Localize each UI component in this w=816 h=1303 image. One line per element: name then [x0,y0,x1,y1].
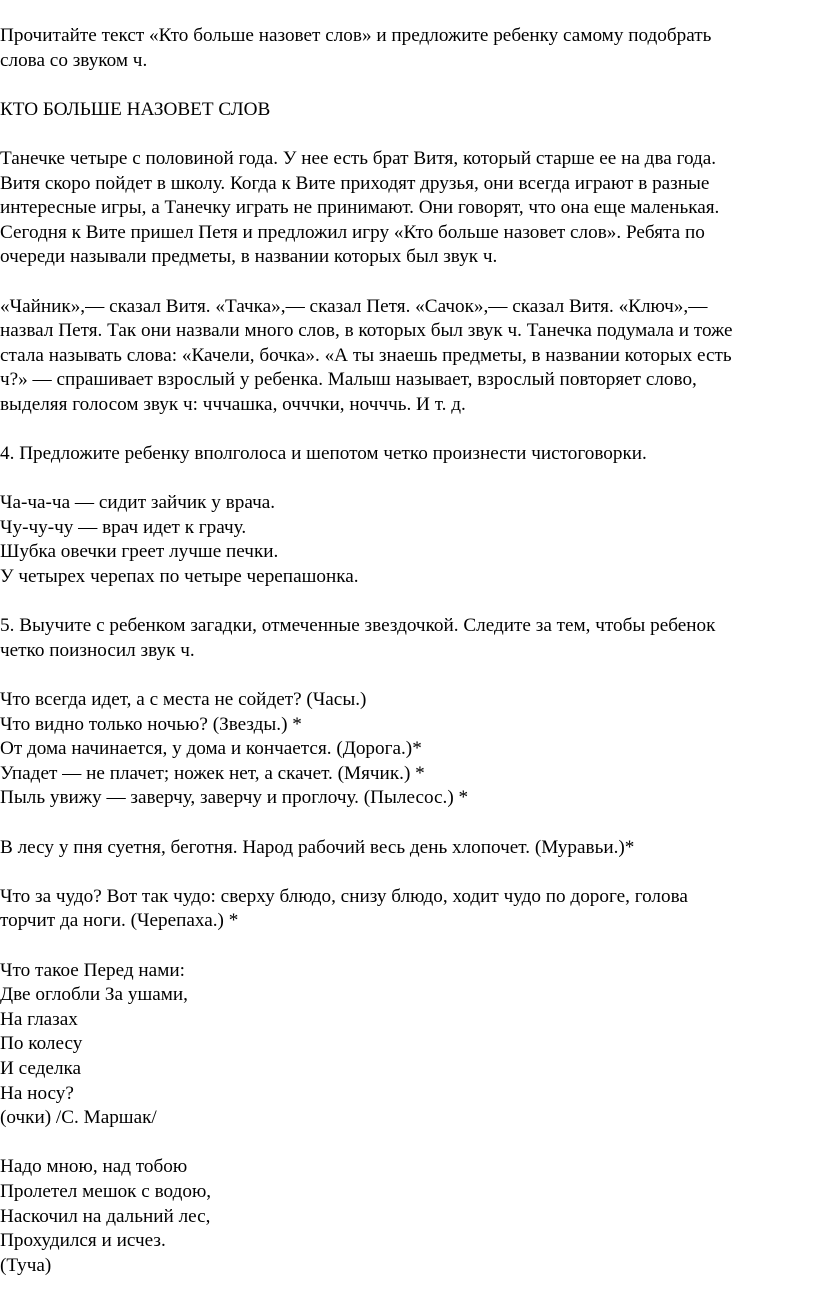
story-paragraph [0,147,810,270]
riddle-line: Упадет — не плачет; ножек нет, а скачет. (Мячик.) * [0,762,425,784]
text-line: Танечке четыре с половиной года. У нее есть брат Витя, который старше ее на два года. [0,147,717,169]
riddle-ants [0,836,810,861]
text-line: стала называть слова: «Качели, бочка». «А ты знаешь предметы, в названии которых есть [0,344,732,366]
text-line: интересные игры, а Танечку играть не принимают. Они говорят, что она еще маленькая. [0,197,720,219]
text-line: Прочитайте текст «Кто больше назовет слов» и предложите ребенку самому подобрать [0,25,712,46]
text-line: «Чайник»,— сказал Витя. «Тачка»,— сказал Петя. «Сачок»,— сказал Витя. «Ключ»,— [0,295,708,317]
verse-line: На носу? [0,1082,74,1104]
riddle-line: торчит да ноги. (Черепаха.) * [0,910,239,932]
verse-line: На глазах [0,1008,78,1030]
tongue-twister-line: Ча-ча-ча — сидит зайчик у врача. [0,492,276,514]
text-line: 4. Предложите ребенку вполголоса и шепотом четко произнести чистоговорки. [0,443,647,465]
task-4-instruction [0,442,810,467]
intro-paragraph [0,24,810,73]
verse-line: По колесу [0,1033,83,1055]
text-line: ч?» — спрашивает взрослый у ребенка. Малыш называет, взрослый повторяет слово, [0,369,697,391]
verse-line: Что такое Перед нами: [0,959,185,981]
tongue-twister-line: Шубка овечки греет лучше печки. [0,541,279,563]
short-riddles [0,688,810,811]
document-title [0,98,810,123]
riddle-cloud [0,1155,810,1278]
riddle-line: Что за чудо? Вот так чудо: сверху блюдо, снизу блюдо, ходит чудо по дороге, голова [0,885,688,907]
riddle-turtle [0,885,810,934]
text-line: выделяя голосом звук ч: чччашка, очччки, ночччь. И т. д. [0,393,466,415]
text-line: очереди называли предметы, в названии которых был звук ч. [0,246,498,268]
verse-line: Наскочил на дальний лес, [0,1205,211,1227]
text-line: назвал Петя. Так они назвали много слов, в которых был звук ч. Танечка подумала и тоже [0,320,733,342]
verse-line: И седелка [0,1057,82,1079]
riddle-line: Пыль увижу — заверчу, заверчу и проглочу. (Пылесос.) * [0,787,469,809]
verse-line: Две оглобли За ушами, [0,984,188,1006]
verse-line: Пролетел мешок с водою, [0,1180,212,1202]
riddle-glasses [0,959,810,1131]
riddle-line: Что видно только ночью? (Звезды.) * [0,713,302,735]
verse-line: Надо мною, над тобою [0,1156,188,1178]
text-line: слова со звуком ч. [0,49,148,71]
riddle-line: Что всегда идет, а с места не сойдет? (Часы.) [0,689,367,711]
riddle-line: От дома начинается, у дома и кончается. (Дорога.)* [0,738,422,760]
task-5-instruction [0,614,810,663]
verse-line: Прохудился и исчез. [0,1230,166,1252]
verse-line: (Туча) [0,1254,52,1276]
text-line: 5. Выучите с ребенком загадки, отмеченные звездочкой. Следите за тем, чтобы ребенок [0,615,716,637]
title-text: КТО БОЛЬШЕ НАЗОВЕТ СЛОВ [0,98,271,120]
tongue-twister-line: У четырех черепах по четыре черепашонка. [0,566,359,588]
verse-line: (очки) /С. Маршак/ [0,1107,157,1129]
text-line: четко поизносил звук ч. [0,639,195,661]
dialogue-paragraph [0,295,810,418]
tongue-twister-line: Чу-чу-чу — врач идет к грачу. [0,516,247,538]
text-line: Сегодня к Вите пришел Петя и предложил игру «Кто больше назовет слов». Ребята по [0,221,705,243]
riddle-line: В лесу у пня суетня, беготня. Народ рабочий весь день хлопочет. (Муравьи.)* [0,836,635,858]
tongue-twisters [0,491,810,589]
document-page [0,24,810,1303]
text-line: Витя скоро пойдет в школу. Когда к Вите приходят друзья, они всегда играют в разные [0,172,710,194]
